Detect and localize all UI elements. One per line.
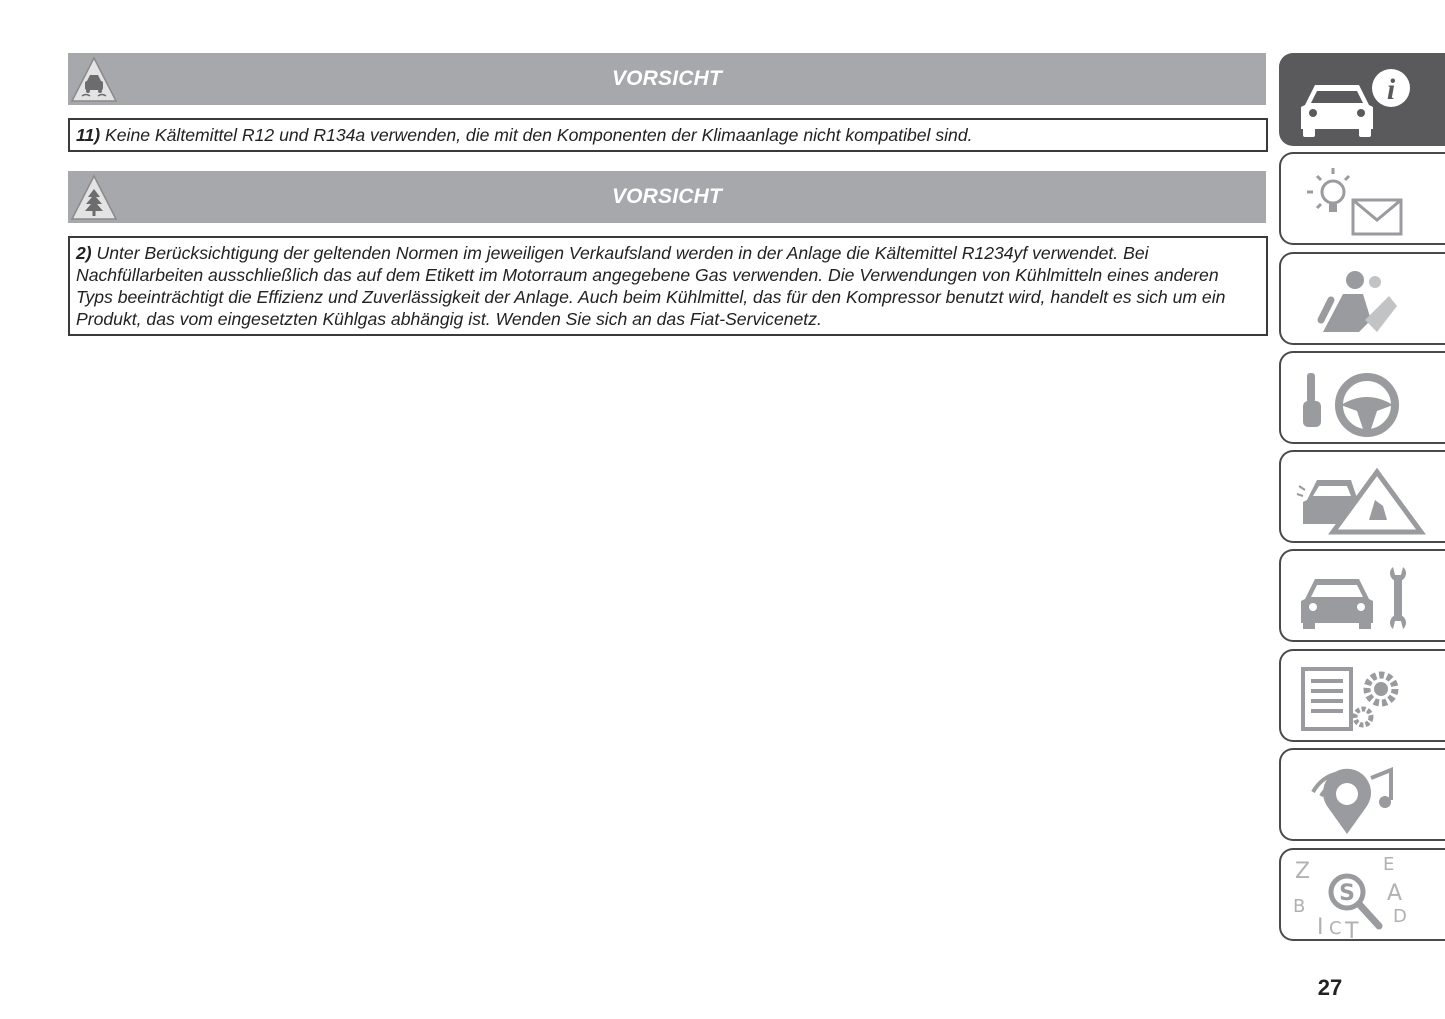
svg-text:S: S [1339, 881, 1355, 906]
multimedia-icon [1293, 756, 1433, 838]
warning-title: VORSICHT [611, 185, 723, 208]
warning-banner-1 [68, 53, 1266, 105]
svg-text:C: C [1329, 918, 1342, 938]
svg-text:D: D [1393, 906, 1407, 927]
note-ref: 11) [76, 125, 101, 145]
tab-key-steering[interactable] [1279, 351, 1445, 444]
tab-lights-messages[interactable] [1279, 152, 1445, 245]
warning-title: VORSICHT [611, 67, 723, 90]
tab-car-info[interactable] [1279, 53, 1445, 146]
car-maintenance-wrench-icon [1293, 557, 1433, 639]
safety-airbag-icon [1293, 260, 1433, 342]
tab-multimedia[interactable] [1279, 748, 1445, 841]
tab-emergency[interactable] [1279, 450, 1445, 543]
tab-index[interactable] [1279, 848, 1445, 941]
technical-data-gears-icon [1293, 657, 1433, 739]
svg-text:E: E [1383, 856, 1395, 875]
alphabetical-index-icon [1293, 856, 1433, 938]
car-emergency-icon [1293, 458, 1433, 540]
svg-text:i: i [1386, 73, 1396, 106]
svg-text:B: B [1293, 896, 1306, 917]
warning-note-1 [68, 118, 1268, 152]
svg-text:Z: Z [1295, 859, 1311, 884]
warning-banner-2 [68, 171, 1266, 223]
note-text: Unter Berücksichtigung der geltenden Normen im jeweiligen Verkaufsland werden in der Anlage die Kältemittel R1234yf verwendet. Bei Nachfüllarbeiten ausschließlich das auf dem Etikett im Motorraum angegebene Gas verwenden. Die Verwendungen von Kühlmitteln eines anderen Typs beeinträchtigt die Effizienz und Zuverlässigkeit der Anlage. Auch beim Kühlmittel, das für den Kompressor benutzt wird, handelt es sich um ein Produkt, das vom eingesetzten Kühlgas abhängig ist. Wenden Sie sich an das Fiat-Servicenetz. [76, 243, 1226, 329]
lights-messages-icon [1293, 160, 1433, 242]
svg-text:I: I [1317, 915, 1324, 938]
tab-maintenance[interactable] [1279, 549, 1445, 642]
key-steering-wheel-icon [1293, 359, 1433, 441]
note-ref: 2) [76, 243, 92, 263]
page-number: 27 [1317, 975, 1343, 1000]
svg-text:A: A [1387, 881, 1403, 906]
svg-text:T: T [1345, 919, 1359, 938]
tab-technical-data[interactable] [1279, 649, 1445, 742]
note-text: Keine Kältemittel R12 und R134a verwenden, die mit den Komponenten der Klimaanlage nicht kompatibel sind. [100, 125, 973, 145]
warning-note-2 [68, 236, 1268, 336]
tab-safety[interactable] [1279, 252, 1445, 345]
car-info-icon [1293, 61, 1433, 143]
